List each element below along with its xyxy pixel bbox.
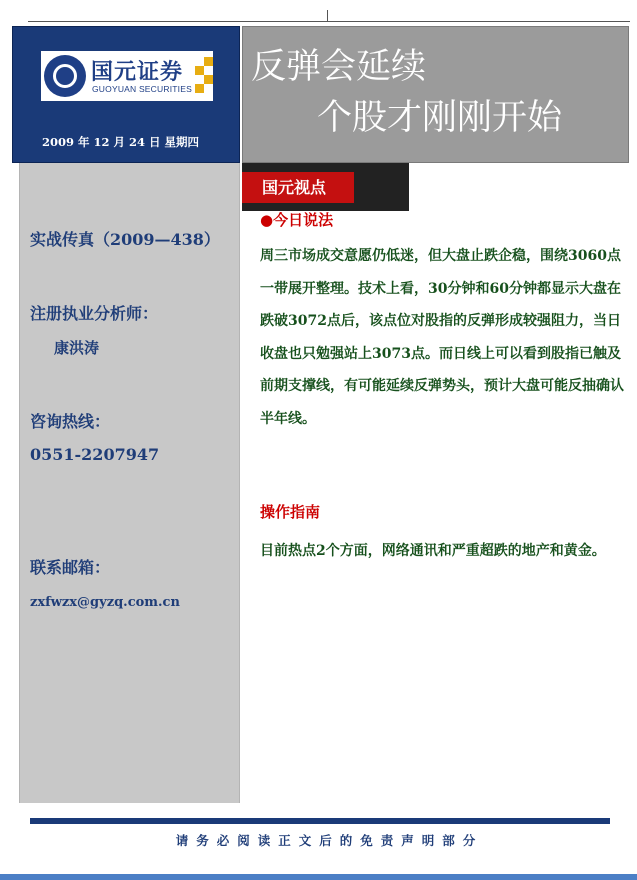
analyst-name: 康洪涛 [54, 339, 100, 357]
report-date: 2009 年 12 月 24 日 星期四 [42, 135, 200, 149]
hotline-label: 咨询热线： [30, 412, 111, 431]
report-title-line-2: 个股才刚刚开始 [317, 98, 563, 138]
header-tick [327, 10, 328, 21]
logo-mark-icon [204, 75, 213, 84]
email-address: zxfwzx@gyzq.com.cn [30, 595, 180, 610]
logo-panel [12, 26, 240, 163]
company-name-en: GUOYUAN SECURITIES [92, 84, 192, 94]
today-heading: ●今日说法 [260, 211, 334, 229]
section-tab: 国元视点 [242, 172, 354, 203]
logo-mark-icon [195, 84, 204, 93]
hotline-number: 0551-2207947 [30, 445, 160, 464]
sidebar [19, 163, 240, 803]
report-title-line-1: 反弹会延续 [251, 47, 427, 87]
analyst-label: 注册执业分析师： [30, 304, 159, 323]
header-rule [28, 21, 630, 22]
logo-mark-icon [195, 66, 204, 75]
guide-heading: 操作指南 [260, 503, 321, 521]
guide-paragraph: 目前热点2个方面，网络通讯和严重超跌的地产和黄金。 [260, 543, 606, 559]
logo-emblem-icon [44, 55, 86, 97]
logo-mark-icon [204, 57, 213, 66]
title-panel [242, 26, 629, 163]
company-name-cn: 国元证券 [91, 60, 184, 85]
disclaimer-note: 请务必阅读正文后的免责声明部分 [175, 833, 484, 848]
today-paragraph: 周三市场成交意愿仍低迷，但大盘止跌企稳，围绕3060点一带展开整理。技术上看，30分钟和60分钟都显示大盘在跌破3072点后，该点位对股指的反弹形成较强阻力，当日收盘也只勉强站上3073点。而日线上可以看到股指已触及前期支撑线，有可能延续反弹势头，预计大盘可能反抽确认半年线。 [260, 248, 624, 427]
email-label: 联系邮箱： [30, 558, 111, 577]
footer-rule [30, 818, 610, 824]
company-logo [41, 51, 213, 101]
report-number: 实战传真（2009—438） [30, 230, 220, 249]
bottom-bar [0, 874, 637, 880]
